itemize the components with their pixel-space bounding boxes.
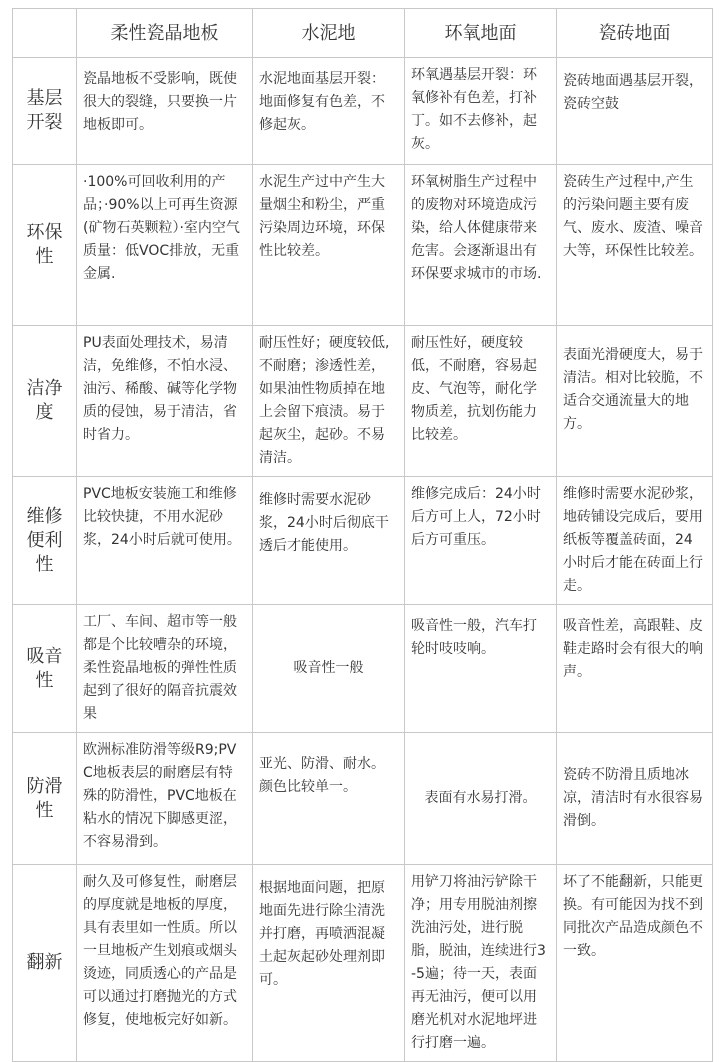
table-cell: 瓷砖地面遇基层开裂，瓷砖空鼓 (557, 58, 713, 165)
table-row (13, 326, 713, 477)
table-cell: 耐久及可修复性，耐磨层的厚度就是地板的厚度，具有表里如一性质。所以一旦地板产生划痕或烟头烫迹，同质透心的产品是可以通过打磨抛光的方式修复，使地板完好如新。 (77, 865, 253, 1062)
table-cell: 耐压性好，硬度较低，不耐磨，容易起皮、气泡等，耐化学物质差，抗划伤能力比较差。 (405, 326, 557, 477)
row-label-renovation: 翻新 (13, 865, 77, 1062)
header-epoxy-floor: 环氧地面 (405, 9, 557, 58)
table-row (13, 58, 713, 165)
table-cell: PU表面处理技术，易清洁，免维修，不怕水浸、油污、稀酸、碱等化学物质的侵蚀，易于清洁，省时省力。 (77, 326, 253, 477)
table-cell: 环氧树脂生产过程中的废物对环境造成污染，给人体健康带来危害。会逐渐退出有环保要求城市的市场. (405, 165, 557, 326)
row-label-maintenance: 维修便利性 (13, 477, 77, 605)
header-tile-floor: 瓷砖地面 (557, 9, 713, 58)
table-cell: 耐压性好；硬度较低,不耐磨；渗透性差，如果油性物质掉在地上会留下痕渍。易于起灰尘，起砂。不易清洁。 (253, 326, 405, 477)
table-cell: PVC地板安装施工和维修比较快捷，不用水泥砂浆，24小时后就可使用。 (77, 477, 253, 605)
table-cell: 吸音性一般，汽车打轮时吱吱响。 (405, 605, 557, 733)
row-label-sound-absorption: 吸音性 (13, 605, 77, 733)
header-row (13, 9, 713, 58)
table-row (13, 165, 713, 326)
flooring-comparison-table (12, 8, 713, 1062)
row-label-eco: 环保性 (13, 165, 77, 326)
header-corner (13, 9, 77, 58)
table-cell: 吸音性一般 (253, 605, 405, 733)
table-cell: 维修时需要水泥砂浆，24小时后彻底干透后才能使用。 (253, 477, 405, 605)
header-flexible-crystal-floor: 柔性瓷晶地板 (77, 9, 253, 58)
table-cell: 欧洲标准防滑等级R9;PVC地板表层的耐磨层有特殊的防滑性，PVC地板在粘水的情况下脚感更涩，不容易滑到。 (77, 733, 253, 865)
table-cell: 水泥生产过中产生大量烟尘和粉尘，严重污染周边环境，环保性比较差。 (253, 165, 405, 326)
table-row (13, 477, 713, 605)
row-label-anti-slip: 防滑性 (13, 733, 77, 865)
table-row (13, 605, 713, 733)
table-cell: 用铲刀将油污铲除干净；用专用脱油剂擦洗油污处，进行脱脂，脱油，连续进行3-5遍；待一天，表面再无油污，便可以用磨光机对水泥地坪进行打磨一遍。 (405, 865, 557, 1062)
table-cell: ·100%可回收利用的产品；·90%以上可再生资源(矿物石英颗粒）·室内空气质量：低VOC排放，无重金属. (77, 165, 253, 326)
table-cell: 瓷砖生产过程中,产生的污染问题主要有废气、废水、废渣、噪音大等，环保性比较差。 (557, 165, 713, 326)
table-cell: 吸音性差，高跟鞋、皮鞋走路时会有很大的响声。 (557, 605, 713, 733)
header-cement-floor: 水泥地 (253, 9, 405, 58)
table-row (13, 733, 713, 865)
row-label-cleanliness: 洁净度 (13, 326, 77, 477)
table-cell: 维修完成后：24小时后方可上人，72小时后方可重压。 (405, 477, 557, 605)
table-cell: 工厂、车间、超市等一般都是个比较嘈杂的环境，柔性瓷晶地板的弹性性质起到了很好的隔音抗震效果 (77, 605, 253, 733)
table-cell: 坏了不能翻新，只能更换。有可能因为找不到同批次产品造成颜色不一致。 (557, 865, 713, 1062)
table-cell: 瓷砖不防滑且质地冰凉，清洁时有水很容易滑倒。 (557, 733, 713, 865)
table-cell: 瓷晶地板不受影响，既使很大的裂缝，只要换一片地板即可。 (77, 58, 253, 165)
table-row (13, 865, 713, 1062)
table-cell: 表面光滑硬度大，易于清洁。相对比较脆，不适合交通流量大的地方。 (557, 326, 713, 477)
table-cell: 根据地面问题，把原地面先进行除尘清洗并打磨，再喷洒混凝土起灰起砂处理剂即可。 (253, 865, 405, 1062)
table-cell: 亚光、防滑、耐水。颜色比较单一。 (253, 733, 405, 865)
row-label-base-cracking: 基层开裂 (13, 58, 77, 165)
table-cell: 水泥地面基层开裂：地面修复有色差，不修起灰。 (253, 58, 405, 165)
table-cell: 环氧遇基层开裂：环氧修补有色差，打补丁。如不去修补，起灰。 (405, 58, 557, 165)
table-cell: 维修时需要水泥砂浆，地砖铺设完成后，要用纸板等覆盖砖面，24小时后才能在砖面上行走。 (557, 477, 713, 605)
table-cell: 表面有水易打滑。 (405, 733, 557, 865)
